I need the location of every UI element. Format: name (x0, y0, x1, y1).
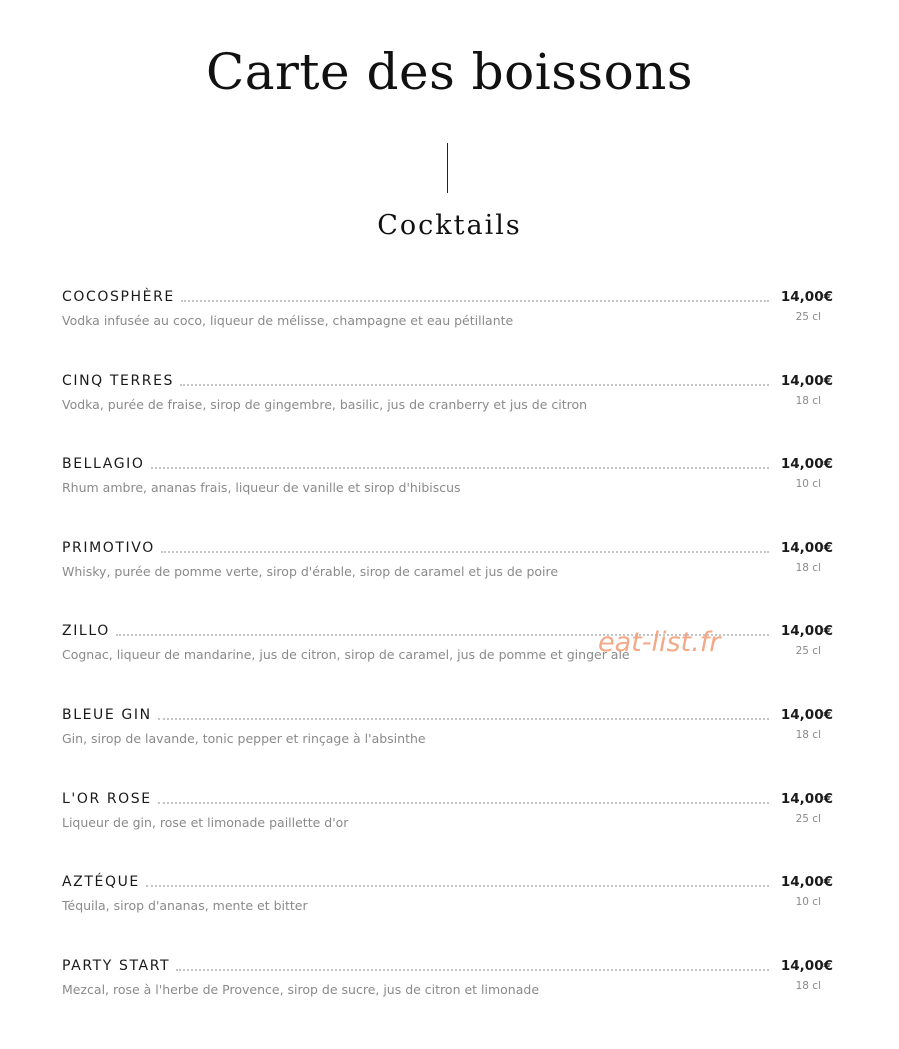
item-price: 14,00€ (780, 456, 833, 473)
cocktail-list (62, 283, 833, 1035)
item-volume: 10 cl (795, 896, 821, 909)
item-description: Vodka infusée au coco, liqueur de mélisse, champagne et eau pétillante (62, 313, 514, 328)
item-volume: 18 cl (795, 979, 821, 992)
item-description: Téquila, sirop d'ananas, mente et bitter (62, 898, 308, 914)
page-title: Carte des boissons (205, 43, 694, 101)
title-divider (447, 143, 448, 193)
item-volume: 25 cl (795, 645, 821, 658)
item-volume: 10 cl (795, 478, 821, 491)
dotted-leader (176, 969, 769, 971)
dotted-leader (146, 885, 769, 887)
dotted-leader (180, 384, 769, 386)
dotted-leader (158, 802, 769, 804)
watermark: eat-list.fr (598, 627, 721, 658)
menu-item (62, 952, 833, 1036)
item-price: 14,00€ (780, 372, 833, 389)
item-volume: 18 cl (795, 561, 821, 574)
dotted-leader (161, 551, 769, 553)
item-name: COCOSPHÈRE (62, 289, 175, 305)
menu-item (62, 450, 833, 534)
dotted-leader (181, 300, 769, 302)
dotted-leader (151, 467, 769, 469)
item-price: 14,00€ (780, 289, 833, 305)
menu-item (62, 785, 833, 869)
item-name: PARTY START (62, 957, 171, 974)
item-price: 14,00€ (780, 790, 833, 807)
item-volume: 25 cl (795, 311, 821, 323)
item-volume: 25 cl (795, 812, 821, 825)
item-description: Mezcal, rose à l'herbe de Provence, sirop de sucre, jus de citron et limonade (62, 981, 540, 997)
item-name: PRIMOTIVO (62, 539, 155, 556)
section-title: Cocktails (377, 210, 522, 241)
menu-item (62, 283, 833, 367)
menu-item (62, 367, 833, 451)
item-name: BELLAGIO (62, 456, 145, 473)
item-description: Gin, sirop de lavande, tonic pepper et rinçage à l'absinthe (62, 730, 426, 746)
item-name: ZILLO (62, 623, 110, 640)
item-volume: 18 cl (795, 728, 821, 741)
item-name: BLEUE GIN (62, 706, 152, 723)
item-price: 14,00€ (780, 957, 833, 974)
item-name: CINQ TERRES (62, 372, 175, 389)
item-price: 14,00€ (780, 874, 833, 891)
item-price: 14,00€ (780, 623, 833, 640)
menu-item (62, 534, 833, 618)
item-name: L'OR ROSE (62, 790, 152, 807)
menu-item (62, 868, 833, 952)
dotted-leader (158, 718, 769, 720)
menu-item (62, 701, 833, 785)
item-description: Rhum ambre, ananas frais, liqueur de vanille et sirop d'hibiscus (62, 480, 461, 496)
item-price: 14,00€ (780, 706, 833, 723)
item-description: Whisky, purée de pomme verte, sirop d'érable, sirop de caramel et jus de poire (62, 563, 559, 579)
item-description: Cognac, liqueur de mandarine, jus de citron, sirop de caramel, jus de pomme et ginger ale (62, 647, 630, 663)
item-volume: 18 cl (795, 394, 821, 407)
item-description: Liqueur de gin, rose et limonade paillette d'or (62, 814, 349, 830)
item-name: AZTÉQUE (62, 874, 140, 891)
item-price: 14,00€ (780, 539, 833, 556)
item-description: Vodka, purée de fraise, sirop de gingembre, basilic, jus de cranberry et jus de citron (62, 396, 588, 412)
